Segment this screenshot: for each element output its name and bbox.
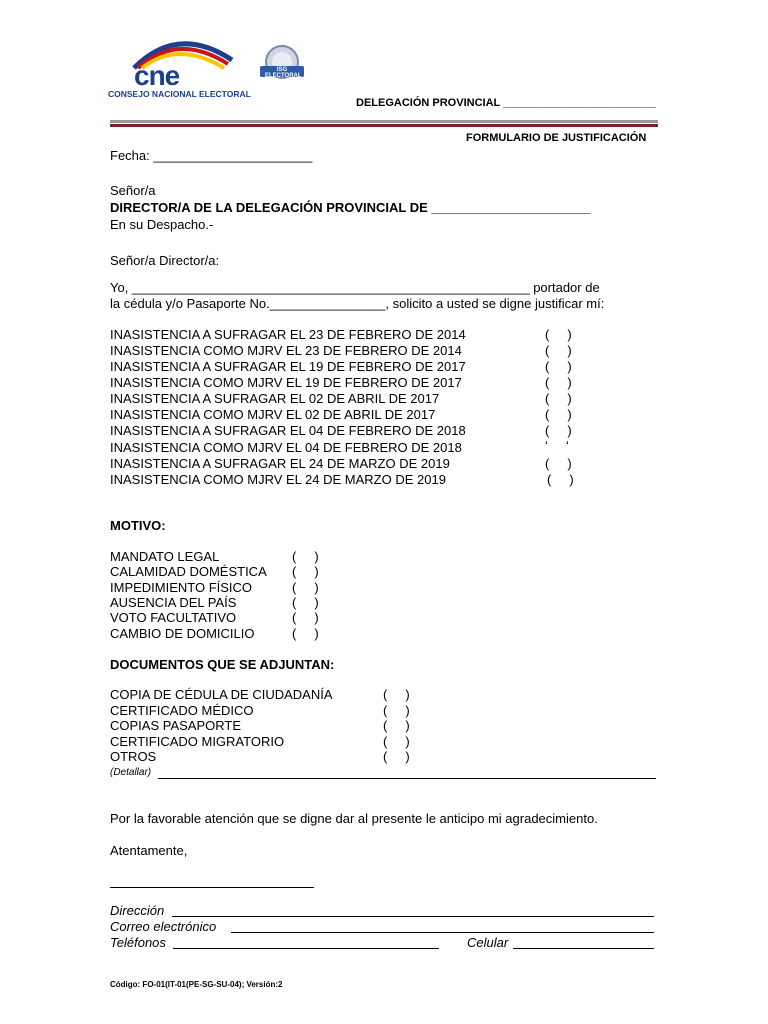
checkbox-mark[interactable]: ( ): [292, 610, 319, 625]
checkbox-mark[interactable]: ‘ ‘: [545, 438, 569, 453]
list-item: [110, 472, 446, 487]
list-item: [110, 456, 450, 471]
detallar-label: (Detallar): [110, 767, 152, 778]
checkbox-mark[interactable]: ( ): [545, 391, 572, 406]
item-text: INASISTENCIA COMO MJRV EL 24 DE MARZO DE 2019: [110, 472, 446, 487]
checkbox-mark[interactable]: ( ): [547, 472, 574, 487]
checkbox-mark[interactable]: ( ): [383, 734, 410, 749]
motivo-title: MOTIVO:: [110, 518, 166, 533]
footer-code: Código: FO-01(IT-01(PE-SG-SU-04); Versión:2: [110, 980, 283, 989]
list-item: COPIAS PASAPORTE: [110, 718, 242, 733]
list-item: CERTIFICADO MIGRATORIO: [110, 734, 285, 749]
checkbox-mark[interactable]: ( ): [292, 595, 319, 610]
list-item: [110, 375, 462, 390]
list-item: MANDATO LEGAL: [110, 549, 220, 564]
checkbox-mark[interactable]: ( ): [545, 407, 572, 422]
logo-text: cne: [134, 60, 180, 91]
item-text: INASISTENCIA COMO MJRV EL 04 DE FEBRERO DE 2018: [110, 440, 462, 455]
list-item: [110, 423, 466, 438]
salutation: Señor/a Director/a:: [110, 253, 220, 268]
delegacion-label-text: DELEGACIÓN PROVINCIAL: [356, 97, 501, 109]
item-text: INASISTENCIA A SUFRAGAR EL 24 DE MARZO DE 2019: [110, 456, 450, 471]
list-item: [110, 391, 439, 406]
list-item: CAMBIO DE DOMICILIO: [110, 626, 255, 641]
fecha-line: Fecha: ______________________: [110, 148, 313, 163]
list-item: AUSENCIA DEL PAÍS: [110, 595, 237, 610]
closing-text: Por la favorable atención que se digne dar al presente le anticipo mi agradecimiento.: [110, 811, 598, 826]
list-item: [110, 343, 462, 358]
celular-field[interactable]: [513, 948, 654, 949]
item-text: INASISTENCIA COMO MJRV EL 23 DE FEBRERO DE 2014: [110, 343, 462, 358]
detallar-field[interactable]: [158, 778, 656, 779]
documentos-title: DOCUMENTOS QUE SE ADJUNTAN:: [110, 657, 335, 672]
checkbox-mark[interactable]: ( ): [545, 327, 572, 342]
checkbox-mark[interactable]: ( ): [545, 423, 572, 438]
logo-subtitle: CONSEJO NACIONAL ELECTORAL: [108, 89, 251, 99]
checkbox-mark[interactable]: ( ): [292, 549, 319, 564]
correo-label: Correo electrónico: [110, 919, 217, 934]
yo-line: Yo, _______________________________________________________ portador de: [110, 280, 600, 295]
item-text: INASISTENCIA A SUFRAGAR EL 23 DE FEBRERO DE 2014: [110, 327, 466, 342]
header-rule-red: [110, 124, 658, 127]
list-item: [110, 327, 466, 342]
isg-badge: [256, 44, 308, 84]
list-item: [110, 440, 462, 455]
checkbox-mark[interactable]: ( ): [545, 375, 572, 390]
direccion-label: Dirección: [110, 903, 165, 918]
header-rule-gray: [110, 120, 658, 123]
item-text: INASISTENCIA A SUFRAGAR EL 02 DE ABRIL DE 2017: [110, 391, 440, 406]
badge-text: ISG ELECTORAL: [265, 67, 302, 79]
list-item: IMPEDIMIENTO FÍSICO: [110, 580, 253, 595]
list-item: [110, 407, 435, 422]
checkbox-mark[interactable]: ( ): [383, 687, 410, 702]
item-text: INASISTENCIA A SUFRAGAR EL 19 DE FEBRERO DE 2017: [110, 359, 466, 374]
cne-logo: [106, 30, 251, 100]
list-item: OTROS: [110, 749, 157, 764]
list-item: CALAMIDAD DOMÉSTICA: [110, 564, 267, 579]
checkbox-mark[interactable]: ( ): [383, 749, 410, 764]
checkbox-mark[interactable]: ( ): [292, 580, 319, 595]
telefonos-label: Teléfonos: [110, 935, 166, 950]
delegacion-blank: _________________________: [503, 97, 657, 109]
list-item: [110, 359, 466, 374]
despacho-line: En su Despacho.-: [110, 217, 214, 232]
list-item: COPIA DE CÉDULA DE CIUDADANÍA: [110, 687, 333, 702]
item-text: INASISTENCIA COMO MJRV EL 19 DE FEBRERO DE 2017: [110, 375, 462, 390]
checkbox-mark[interactable]: ( ): [545, 359, 572, 374]
item-text: INASISTENCIA A SUFRAGAR EL 04 DE FEBRERO DE 2018: [110, 423, 466, 438]
checkbox-mark[interactable]: ( ): [545, 343, 572, 358]
signature-line[interactable]: [110, 887, 314, 888]
checkbox-mark[interactable]: ( ): [383, 718, 410, 733]
telefonos-field[interactable]: [173, 948, 439, 949]
director-line: DIRECTOR/A DE LA DELEGACIÓN PROVINCIAL DE ______________________: [110, 200, 591, 215]
list-item: VOTO FACULTATIVO: [110, 610, 237, 625]
delegacion-label: [356, 97, 656, 109]
checkbox-mark[interactable]: ( ): [545, 456, 572, 471]
list-item: CERTIFICADO MÉDICO: [110, 703, 254, 718]
checkbox-mark[interactable]: ( ): [292, 564, 319, 579]
correo-field[interactable]: [231, 932, 654, 933]
direccion-field[interactable]: [172, 916, 654, 917]
item-text: INASISTENCIA COMO MJRV EL 02 DE ABRIL DE 2017: [110, 407, 436, 422]
senor-line: Señor/a: [110, 183, 156, 198]
atentamente: Atentamente,: [110, 843, 188, 858]
form-title: FORMULARIO DE JUSTIFICACIÓN: [466, 132, 647, 144]
cedula-line: la cédula y/o Pasaporte No.________________, solicito a usted se digne justificar mí:: [110, 296, 605, 311]
checkbox-mark[interactable]: ( ): [292, 626, 319, 641]
checkbox-mark[interactable]: ( ): [383, 703, 410, 718]
celular-label: Celular: [467, 935, 509, 950]
